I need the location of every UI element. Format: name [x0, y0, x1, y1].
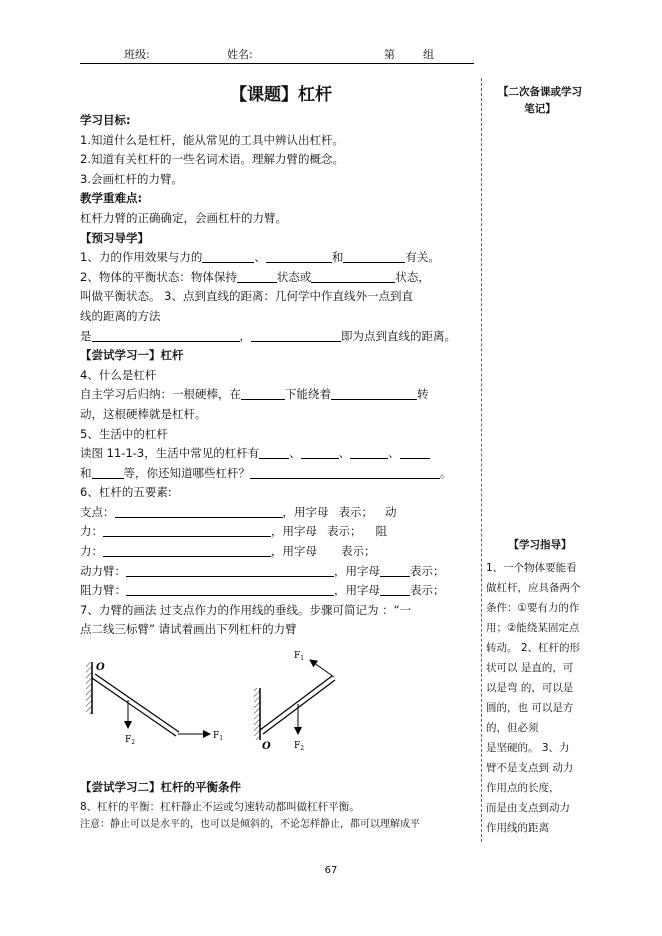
question-7-continued: 点二线三标臂” 请试着画出下列杠杆的力臂	[80, 622, 297, 637]
page-number: 67	[324, 865, 338, 876]
header-rule	[80, 63, 474, 64]
question-5-line-2: 和 等，你还知道哪些杠杆？ 。	[80, 465, 452, 480]
guide-line: 条件：①要有力的作	[486, 602, 580, 614]
answer-blank[interactable]	[251, 329, 341, 342]
notes-section	[486, 84, 594, 116]
force-label-f1: $F_1$	[213, 731, 224, 743]
key-points-text: 杠杆力臂的正确确定，会画杠杆的力臂。	[80, 210, 287, 225]
class-label: 班级:	[124, 48, 150, 61]
guide-line: 转动。 2、杠杆的形	[486, 642, 581, 654]
answer-blank[interactable]	[103, 524, 271, 537]
element-resistance-arm: 阻力臂： ，用字母 表示；	[80, 583, 445, 598]
guide-line: 状可以 是直的，可	[486, 662, 574, 674]
notes-heading-1: 【二次备课或学习	[498, 86, 582, 98]
force-arrow-up	[310, 660, 334, 677]
question-4-line: 自主学习后归纳：一根硬棒，在 下能绕着 转	[80, 387, 429, 402]
page-title: 【课题】杠杆	[230, 85, 332, 105]
element-fulcrum: 支点： ，用字母 表示； 动	[80, 504, 397, 519]
guide-line: 圆的，也 可以是方	[486, 702, 574, 714]
answer-blank[interactable]	[103, 544, 271, 557]
wall-hatch	[254, 688, 260, 740]
question-8: 8、杠杆的平衡：杠杆静止不运或匀速转动都叫做杠杆平衡。	[80, 800, 360, 813]
answer-blank[interactable]	[301, 446, 339, 459]
guide-line: 臂不是支点到 动力	[486, 762, 574, 774]
force-label-f1: $F_1$	[294, 651, 305, 663]
lever-diagram-2	[254, 651, 335, 752]
try2-heading: 【尝试学习二】杠杆的平衡条件	[80, 780, 241, 795]
main-column	[80, 78, 482, 833]
fulcrum-label: O	[262, 741, 271, 753]
try1-heading: 【尝试学习一】杠杆	[80, 348, 184, 363]
question-2-continued: 叫做平衡状态。 3、点到直线的距离：几何学中作直线外一点到直	[80, 289, 413, 304]
answer-blank[interactable]	[126, 564, 334, 577]
answer-blank[interactable]	[400, 446, 430, 459]
question-5-line: 读图 11-1-3，生活中常见的杠杆有 、 、 、	[80, 444, 482, 464]
group-label-first: 第	[384, 48, 395, 61]
question-2: 2、物体的平衡状态：物体保持 状态或 状态，	[80, 269, 430, 284]
answer-blank[interactable]	[311, 270, 395, 283]
answer-blank[interactable]	[266, 250, 332, 263]
answer-blank[interactable]	[380, 583, 410, 596]
question-3-continued: 线的距离的方法	[80, 308, 161, 323]
guide-line: 1、一个物体要能看	[486, 562, 577, 574]
question-7: 7、力臂的画法 过支点作力的作用线的垂线。步骤可简记为 ：“一	[80, 602, 412, 617]
answer-blank[interactable]	[380, 564, 410, 577]
guide-section	[486, 537, 594, 838]
lever-diagram-1	[86, 662, 223, 746]
answer-blank[interactable]	[237, 270, 277, 283]
question-4: 4、什么是杠杆	[80, 367, 157, 382]
guide-line: 作用点的长度，	[486, 782, 560, 794]
objective-item: 2.知道有关杠杆的一些名词术语。理解力臂的概念。	[80, 152, 344, 167]
question-3-line: 是 ， 即为点到直线的距离。	[80, 328, 456, 343]
answer-blank[interactable]	[241, 387, 285, 400]
lever-figure	[80, 644, 480, 774]
fulcrum-label: O	[96, 662, 105, 674]
name-label: 姓名:	[227, 48, 253, 61]
guide-line: 做杠杆，应具备两个	[486, 582, 581, 594]
preview-heading: 【预习导学】	[80, 230, 149, 245]
notes-heading-2: 笔记】	[524, 103, 556, 115]
lever-bar-edge	[263, 680, 335, 734]
answer-blank[interactable]	[115, 505, 283, 518]
key-points-heading: 教学重难点:	[80, 191, 143, 206]
note-text: 注意：静止可以是水平的，也可以是倾斜的，不论怎样静止，都可以理解成平	[80, 819, 420, 831]
objective-item: 1.知道什么是杠杆，能从常见的工具中辨认出杠杆。	[80, 132, 344, 147]
lever-bar-edge	[95, 674, 179, 732]
answer-blank[interactable]	[92, 329, 240, 342]
worksheet-header	[80, 46, 472, 64]
lever-bar	[260, 676, 332, 730]
question-1: 1、力的作用效果与力的 、 和 有关。	[80, 250, 440, 265]
question-4-continued: 动，这根硬棒就是杠杆。	[80, 406, 207, 421]
wall-hatch	[86, 662, 92, 714]
answer-blank[interactable]	[202, 250, 254, 263]
element-effort-arm: 动力臂： ，用字母 表示；	[80, 563, 445, 578]
answer-blank[interactable]	[259, 446, 289, 459]
guide-line: 作用线的距离	[486, 822, 549, 834]
answer-blank[interactable]	[92, 466, 124, 479]
question-6: 6、杠杆的五要素:	[80, 485, 172, 500]
answer-blank[interactable]	[343, 250, 405, 263]
answer-blank[interactable]	[250, 466, 440, 479]
guide-line: 用；②能绕某固定点	[486, 622, 580, 634]
answer-blank[interactable]	[331, 387, 417, 400]
guide-line: 是坚硬的。 3、力	[486, 742, 570, 754]
guide-line: 而是由支点到动力	[486, 802, 570, 814]
objective-item: 3.会画杠杆的力臂。	[80, 171, 183, 186]
element-effort: 力： ，用字母 表示； 阻	[80, 524, 387, 539]
lever-bar	[92, 678, 176, 736]
force-label-f2: $F_2$	[294, 741, 305, 753]
answer-blank[interactable]	[350, 446, 388, 459]
element-resistance: 力： ，用字母 表示；	[80, 544, 376, 559]
force-label-f2: $F_2$	[125, 735, 136, 747]
objectives-heading: 学习目标:	[80, 113, 131, 127]
guide-line: 以是弯 的，可以是	[486, 682, 574, 694]
group-label-second: 组	[423, 48, 434, 61]
guide-line: 的，但必须	[486, 722, 539, 734]
answer-blank[interactable]	[126, 583, 334, 596]
guide-heading: 【学习指导】	[508, 539, 572, 551]
question-5: 5、生活中的杠杆	[80, 426, 168, 441]
